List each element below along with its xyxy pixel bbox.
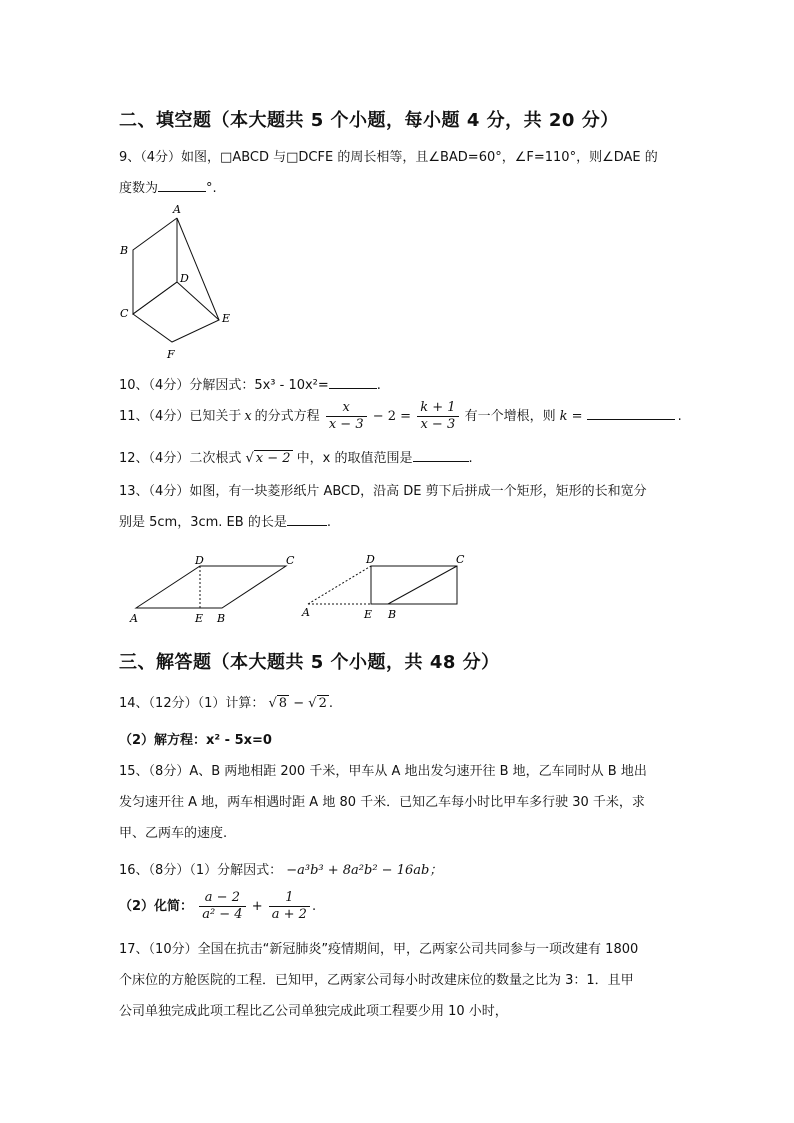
- q14-line1: [119, 692, 333, 711]
- q16-fraction-1: [199, 890, 245, 923]
- q16-line1: [119, 859, 442, 878]
- q13-fig2-label-e: E: [364, 608, 373, 621]
- q13-fig1-label-e: E: [195, 612, 204, 625]
- q13-rect-diagonal: [388, 566, 457, 604]
- q14-radicand-2: 2: [318, 696, 327, 711]
- q9-text-a: 度数为: [119, 181, 159, 196]
- q12-answer-blank: [413, 449, 469, 462]
- q13-text-a: 别是 5cm，3cm. EB 的长是: [119, 515, 287, 530]
- q13-line2: [119, 511, 331, 530]
- q13-line1: 13、（4分）如图，有一块菱形纸片 ABCD，沿高 DE 剪下后拼成一个矩形，矩形的长和宽分: [119, 484, 647, 499]
- q9-segment-ae: [177, 218, 219, 320]
- q13-fig2-label-b: B: [388, 608, 397, 621]
- q13-rectangle: [371, 566, 457, 604]
- q13-fig2-label-a: A: [302, 606, 310, 619]
- q13-fig2-label-c: C: [456, 553, 465, 566]
- q15-line2: 发匀速开往 A 地，两车相遇时距 A 地 80 千米．已知乙车每小时比甲车多行驶 30 千米，求: [119, 795, 645, 810]
- q14-sqrt-8: √ 8: [268, 696, 288, 711]
- q14-minus: −: [293, 696, 305, 711]
- q10-text: 10、（4分）分解因式：5x³ - 10x²=: [119, 378, 329, 393]
- q9-figure: [114, 200, 244, 365]
- q16-frac2-num: 1: [269, 890, 310, 907]
- q9-label-f: F: [167, 348, 175, 361]
- q11-frac2-num: k + 1: [417, 400, 458, 417]
- q16-line2: [119, 890, 316, 923]
- q10-period: .: [376, 378, 381, 393]
- q16-frac2-den: a + 2: [271, 907, 307, 922]
- q9-parallelogram-abcd: [133, 218, 177, 314]
- q12-text-b: 中，x 的取值范围是: [296, 451, 413, 466]
- q11-minus-two: − 2 =: [372, 409, 412, 424]
- q14-radicand-8: 8: [278, 696, 288, 711]
- q11-line: [119, 400, 682, 433]
- q16-expression: −a³b³ + 8a²b² − 16ab；: [286, 863, 443, 878]
- q9-label-e: E: [222, 312, 231, 325]
- q14-period: .: [328, 696, 333, 711]
- q12-text-a: 12、（4分）二次根式: [119, 451, 242, 466]
- q17-line2: 个床位的方舱医院的工程．已知甲，乙两家公司每小时改建床位的数量之比为 3：1．且甲: [119, 973, 634, 988]
- q14-part2: （2）解方程：x² - 5x=0: [119, 733, 272, 748]
- q11-period: .: [677, 409, 682, 424]
- q15-line3: 甲、乙两车的速度.: [119, 826, 228, 841]
- q16-text-a: 16、（8分）（1）分解因式：: [119, 863, 283, 878]
- q9-label-b: B: [120, 244, 129, 257]
- q13-answer-blank: [287, 513, 327, 526]
- section-3-title: 三、解答题（本大题共 5 个小题，共 48 分）: [119, 652, 500, 673]
- q11-text-a: 11、（4分）已知关于: [119, 409, 242, 424]
- q9-parallelogram-dcfe: [133, 282, 219, 342]
- q13-fig1-label-a: A: [130, 612, 138, 625]
- q11-var-k: k =: [559, 409, 583, 424]
- q12-radicand: x − 2: [255, 451, 291, 466]
- q11-fraction-1: [326, 400, 367, 433]
- q13-figure-rhombus: [126, 548, 306, 628]
- q13-rhombus: [136, 566, 286, 608]
- q16-frac1-num: a − 2: [199, 890, 245, 907]
- q9-line1: 9、（4分）如图，□ABCD 与□DCFE 的周长相等，且∠BAD=60°，∠F=110°，则∠DAE 的: [119, 150, 658, 165]
- q12-line: [119, 447, 473, 466]
- q10-answer-blank: [329, 376, 377, 389]
- q11-var-x: x: [244, 409, 252, 424]
- q11-answer-blank: [587, 407, 675, 420]
- q16-period: .: [311, 899, 317, 914]
- q11-frac2-den: x − 3: [420, 417, 456, 432]
- q15-line1: 15、（8分）A、B 两地相距 200 千米，甲车从 A 地出发匀速开往 B 地，乙车同时从 B 地出: [119, 764, 647, 779]
- q12-sqrt: √ x − 2: [245, 451, 291, 466]
- q13-dashed-ad: [308, 566, 371, 604]
- q13-fig1-label-d: D: [195, 554, 204, 567]
- q9-label-a: A: [173, 203, 181, 216]
- q17-line3: 公司单独完成此项工程比乙公司单独完成此项工程要少用 10 小时，: [119, 1004, 508, 1019]
- q11-text-c: 有一个增根，则: [464, 409, 556, 424]
- q13-period: .: [326, 515, 331, 530]
- q14-text-a: 14、（12分）（1）计算：: [119, 696, 265, 711]
- q13-fig1-label-b: B: [217, 612, 226, 625]
- q11-frac1-den: x − 3: [328, 417, 364, 432]
- q11-frac1-num: x: [326, 400, 367, 417]
- q11-text-b: 的分式方程: [254, 409, 320, 424]
- q16-fraction-2: [269, 890, 310, 923]
- q16-part2-label: （2）化简：: [119, 899, 194, 914]
- q9-label-c: C: [120, 307, 129, 320]
- q9-label-d: D: [180, 272, 189, 285]
- q13-fig1-label-c: C: [286, 554, 295, 567]
- q9-answer-blank: [158, 179, 206, 192]
- section-2-title: 二、填空题（本大题共 5 个小题，每小题 4 分，共 20 分）: [119, 110, 619, 131]
- q11-fraction-2: [417, 400, 458, 433]
- q9-line2: [119, 177, 217, 196]
- q9-text-b: °.: [206, 181, 217, 196]
- q12-period: .: [468, 451, 473, 466]
- q17-line1: 17、（10分）全国在抗击“新冠肺炎”疫情期间，甲，乙两家公司共同参与一项改建有 1800: [119, 942, 639, 957]
- q13-figure-rectangle: [298, 548, 478, 628]
- q13-fig2-label-d: D: [366, 553, 375, 566]
- q14-sqrt-2: √ 2: [308, 696, 327, 711]
- q16-frac1-den: a² − 4: [202, 907, 243, 922]
- q16-plus: +: [251, 899, 263, 914]
- q10-line: [119, 374, 381, 393]
